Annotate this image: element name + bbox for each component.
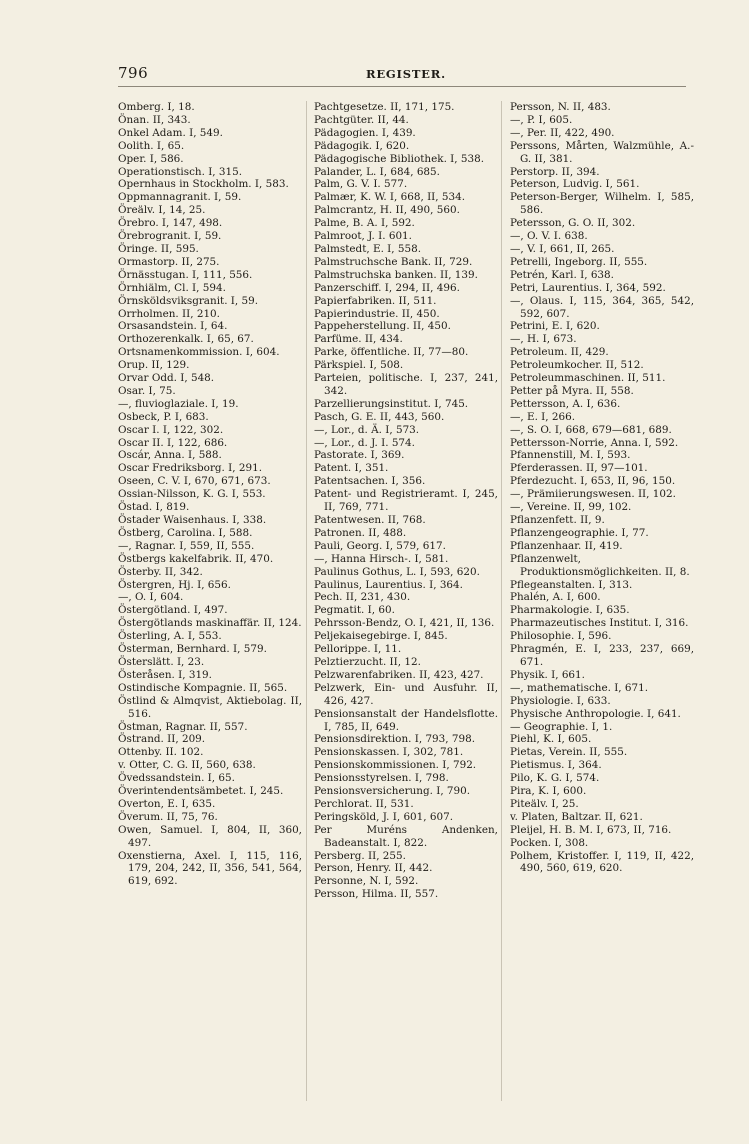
- index-entry: Oper. I, 586.: [118, 152, 184, 165]
- index-entry: Pelztierzucht. II, 12.: [314, 655, 421, 668]
- index-entry: Physische Anthropologie. I, 641.: [510, 707, 681, 720]
- index-entry: Pensionskommissionen. I, 792.: [314, 759, 477, 772]
- index-entry: Phalén, A. I, 600.: [510, 591, 601, 604]
- index-entry: Pettersson, A. I, 636.: [510, 397, 621, 410]
- index-columns: [118, 101, 698, 1111]
- index-entry: Personne, N. I, 592.: [314, 875, 419, 888]
- page-number: 796: [118, 64, 149, 82]
- index-entry: Polhem, Kristoffer. I, 119, II, 422, 490, 560, 619, 620.: [510, 849, 694, 875]
- index-entry: Patentsachen. I, 356.: [314, 475, 426, 488]
- index-entry: Patronen. II, 488.: [314, 526, 407, 539]
- index-entry: Person, Henry. II, 442.: [314, 862, 433, 875]
- index-entry: Opernhaus in Stockholm. I, 583.: [118, 178, 289, 191]
- index-entry: Örebro. I, 147, 498.: [118, 217, 223, 230]
- index-entry: Paulinus, Laurentius. I, 364.: [314, 578, 463, 591]
- index-entry: Öringe. II, 595.: [118, 242, 199, 255]
- index-entry: —, Lor., d. Ä. I, 573.: [314, 423, 420, 436]
- index-entry: Peterson-Berger, Wilhelm. I, 585, 586.: [510, 191, 694, 217]
- index-entry: Pensionsversicherung. I, 790.: [314, 785, 471, 798]
- index-entry: Onkel Adam. I, 549.: [118, 126, 223, 139]
- index-entry: Petrini, E. I, 620.: [510, 320, 600, 333]
- index-entry: Palme, B. A. I, 592.: [314, 217, 415, 230]
- index-entry: Omberg. I, 18.: [118, 101, 195, 113]
- index-entry: Pauli, Georg. I, 579, 617.: [314, 539, 446, 552]
- index-entry: —, Vereine. II, 99, 102.: [510, 501, 632, 514]
- index-entry: Örnässtugan. I, 111, 556.: [118, 268, 253, 281]
- index-entry: Pastorate. I, 369.: [314, 449, 405, 462]
- index-entry: Patent- und Registrieramt. I, 245, II, 769, 771.: [314, 488, 498, 514]
- index-entry: Pachtgesetze. II, 171, 175.: [314, 101, 455, 113]
- index-entry: Östrand. II, 209.: [118, 733, 206, 746]
- index-entry: Öreälv. I, 14, 25.: [118, 204, 206, 217]
- index-entry: Perchlorat. II, 531.: [314, 797, 414, 810]
- index-entry: —, mathematische. I, 671.: [510, 681, 649, 694]
- index-entry: Oscár, Anna. I, 588.: [118, 449, 222, 462]
- index-entry: Oscar II. I, 122, 686.: [118, 436, 228, 449]
- index-entry: Orvar Odd. I, 548.: [118, 372, 215, 385]
- index-entry: Piehl, K. I, 605.: [510, 733, 592, 746]
- index-entry: Petrén, Karl. I, 638.: [510, 268, 614, 281]
- index-entry: —, O. I, 604.: [118, 591, 184, 604]
- index-entry: Östbergs kakelfabrik. II, 470.: [118, 552, 274, 565]
- index-entry: Persberg. II, 255.: [314, 849, 406, 862]
- index-entry: Petroleummaschinen. II, 511.: [510, 372, 666, 385]
- index-entry: Patentwesen. II, 768.: [314, 514, 426, 526]
- index-entry: —, Hanna Hirsch-. I, 581.: [314, 552, 449, 565]
- index-entry: —, Olaus. I, 115, 364, 365, 542, 592, 607.: [510, 294, 694, 320]
- index-entry: Österslätt. I, 23.: [118, 655, 205, 668]
- index-entry: Ottenby. II. 102.: [118, 746, 204, 759]
- index-entry: v. Otter, C. G. II, 560, 638.: [118, 759, 256, 772]
- index-entry: Östberg, Carolina. I, 588.: [118, 526, 253, 539]
- index-entry: Pappeherstellung. II, 450.: [314, 320, 451, 333]
- index-entry: Pietas, Verein. II, 555.: [510, 746, 628, 759]
- index-column-1: [118, 101, 302, 888]
- index-entry: Östlind & Almqvist, Aktiebolag. II, 516.: [118, 694, 302, 720]
- index-entry: Physik. I, 661.: [510, 668, 585, 681]
- index-entry: Parteien, politische. I, 237, 241, 342.: [314, 372, 498, 397]
- index-entry: —, Lor., d. J. I. 574.: [314, 436, 415, 449]
- index-entry: Palmcrantz, H. II, 490, 560.: [314, 204, 460, 217]
- index-entry: Petter på Myra. II, 558.: [510, 384, 634, 397]
- index-entry: Pensionsanstalt der Handelsflotte. I, 785, II, 649.: [314, 707, 498, 733]
- index-entry: Övedssandstein. I, 65.: [118, 772, 235, 785]
- index-entry: Physiologie. I, 633.: [510, 694, 611, 707]
- index-entry: Pflanzengeographie. I, 77.: [510, 526, 649, 539]
- index-entry: Peterson, Ludvig. I, 561.: [510, 178, 640, 191]
- index-entry: Pensionsstyrelsen. I, 798.: [314, 772, 449, 785]
- index-entry: Pflanzenhaar. II, 419.: [510, 539, 623, 552]
- index-entry: Pira, K. I, 600.: [510, 785, 587, 798]
- index-entry: —, H. I, 673.: [510, 333, 577, 346]
- index-entry: Overton, E. I, 635.: [118, 797, 216, 810]
- column-divider: [501, 101, 502, 1101]
- index-entry: Österman, Bernhard. I, 579.: [118, 643, 267, 656]
- index-entry: Persson, Hilma. II, 557.: [314, 888, 439, 901]
- index-entry: Oxenstierna, Axel. I, 115, 116, 179, 204, 242, II, 356, 541, 564, 619, 692.: [118, 849, 302, 888]
- index-entry: Peringsköld, J. I, 601, 607.: [314, 810, 454, 823]
- index-entry: Palmstruchsche Bank. II, 729.: [314, 255, 473, 268]
- index-entry: Persson, N. II, 483.: [510, 101, 611, 113]
- index-entry: Orthozerenkalk. I, 65, 67.: [118, 333, 254, 346]
- index-entry: Österby. II, 342.: [118, 565, 203, 578]
- index-entry: Petroleum. II, 429.: [510, 346, 609, 359]
- index-entry: Oscar I. I, 122, 302.: [118, 423, 224, 436]
- index-entry: Pasch, G. E. II, 443, 560.: [314, 410, 445, 423]
- index-entry: Palm, G. V. I. 577.: [314, 178, 408, 191]
- index-entry: Piteälv. I, 25.: [510, 797, 579, 810]
- index-entry: Pflanzenfett. II, 9.: [510, 514, 605, 526]
- index-entry: Pflanzenwelt, Produktionsmöglichkeiten. II, 8.: [510, 552, 690, 578]
- index-entry: Östman, Ragnar. II, 557.: [118, 720, 248, 733]
- index-entry: Petri, Laurentius. I, 364, 592.: [510, 281, 666, 294]
- index-entry: Oolith. I, 65.: [118, 139, 185, 152]
- index-entry: Parzellierungsinstitut. I, 745.: [314, 397, 469, 410]
- index-entry: Pfannenstill, M. I, 593.: [510, 449, 631, 462]
- index-entry: Panzerschiff. I, 294, II, 496.: [314, 281, 460, 294]
- index-entry: Osar. I, 75.: [118, 384, 176, 397]
- index-entry: Pensionskassen. I, 302, 781.: [314, 746, 464, 759]
- index-entry: Operationstisch. I, 315.: [118, 165, 243, 178]
- index-entry: Phragmén, E. I, 233, 237, 669, 671.: [510, 643, 694, 668]
- index-entry: Pharmakologie. I, 635.: [510, 604, 630, 617]
- index-entry: v. Platen, Baltzar. II, 621.: [510, 810, 643, 823]
- index-entry: —, P. I, 605.: [510, 113, 573, 126]
- index-entry: Ossian-Nilsson, K. G. I, 553.: [118, 488, 266, 501]
- index-entry: Palmstedt, E. I, 558.: [314, 242, 422, 255]
- index-entry: Pellorippe. I, 11.: [314, 643, 402, 656]
- index-entry: —, Prämiierungswesen. II, 102.: [510, 488, 676, 501]
- index-entry: Örebrogranit. I, 59.: [118, 230, 222, 243]
- index-entry: Pleijel, H. B. M. I, 673, II, 716.: [510, 823, 672, 836]
- index-entry: Ostindische Kompagnie. II, 565.: [118, 681, 288, 694]
- index-entry: —, V. I, 661, II, 265.: [510, 242, 615, 255]
- index-entry: Parke, öffentliche. II, 77—80.: [314, 346, 469, 359]
- index-entry: Oppmannagranit. I, 59.: [118, 191, 242, 204]
- index-entry: Pärkspiel. I, 508.: [314, 359, 404, 372]
- index-entry: Pettersson-Norrie, Anna. I, 592.: [510, 436, 679, 449]
- index-entry: Orup. II, 129.: [118, 359, 190, 372]
- index-entry: Oscar Fredriksborg. I, 291.: [118, 462, 263, 475]
- index-entry: Perstorp. II, 394.: [510, 165, 600, 178]
- index-entry: Pferderassen. II, 97—101.: [510, 462, 648, 475]
- index-entry: Palmær, K. W. I, 668, II, 534.: [314, 191, 466, 204]
- index-entry: Patent. I, 351.: [314, 462, 389, 475]
- index-entry: —, Ragnar. I, 559, II, 555.: [118, 539, 255, 552]
- index-entry: —, O. V. I. 638.: [510, 230, 588, 243]
- index-entry: Pilo, K. G. I, 574.: [510, 772, 600, 785]
- index-entry: Pegmatit. I, 60.: [314, 604, 395, 617]
- index-entry: Orsasandstein. I, 64.: [118, 320, 228, 333]
- index-entry: Per Muréns Andenken, Badeanstalt. I, 822.: [314, 823, 498, 849]
- index-entry: Perssons, Mårten, Walzmühle, A.-G. II, 381.: [510, 139, 694, 165]
- index-entry: Papierfabriken. II, 511.: [314, 294, 437, 307]
- index-entry: Pädagogien. I, 439.: [314, 126, 416, 139]
- index-column-3: [510, 101, 694, 875]
- index-entry: —, Per. II, 422, 490.: [510, 126, 615, 139]
- index-entry: Pachtgüter. II, 44.: [314, 113, 409, 126]
- index-entry: —, E. I, 266.: [510, 410, 576, 423]
- index-entry: —, fluvioglaziale. I, 19.: [118, 397, 239, 410]
- index-entry: Petroleumkocher. II, 512.: [510, 359, 644, 372]
- index-entry: Önan. II, 343.: [118, 113, 191, 126]
- index-entry: —, S. O. I, 668, 679—681, 689.: [510, 423, 672, 436]
- index-entry: Orrholmen. II, 210.: [118, 307, 220, 320]
- index-entry: Pelzwerk, Ein- und Ausfuhr. II, 426, 427.: [314, 681, 498, 707]
- index-entry: Palander, L. I, 684, 685.: [314, 165, 440, 178]
- index-entry: Petersson, G. O. II, 302.: [510, 217, 636, 230]
- index-entry: Pocken. I, 308.: [510, 836, 589, 849]
- index-entry: Parfüme. II, 434.: [314, 333, 403, 346]
- index-entry: Palmstruchska banken. II, 139.: [314, 268, 478, 281]
- index-entry: Papierindustrie. II, 450.: [314, 307, 440, 320]
- index-entry: Oseen, C. V. I, 670, 671, 673.: [118, 475, 271, 488]
- index-entry: Philosophie. I, 596.: [510, 630, 612, 643]
- index-entry: Östad. I, 819.: [118, 501, 190, 514]
- index-entry: Östergötland. I, 497.: [118, 604, 228, 617]
- index-entry: Osbeck, P. I, 683.: [118, 410, 209, 423]
- index-entry: Pharmazeutisches Institut. I, 316.: [510, 617, 689, 630]
- page-header: [118, 64, 686, 86]
- index-entry: Petrelli, Ingeborg. II, 555.: [510, 255, 648, 268]
- index-entry: Peljekaisegebirge. I, 845.: [314, 630, 448, 643]
- index-entry: Pädagogik. I, 620.: [314, 139, 410, 152]
- index-entry: Palmroot, J. I. 601.: [314, 230, 412, 243]
- index-entry: Pehrsson-Bendz, O. I, 421, II, 136.: [314, 617, 495, 630]
- index-entry: Pädagogische Bibliothek. I, 538.: [314, 152, 485, 165]
- index-column-2: [314, 101, 498, 901]
- column-divider: [306, 101, 307, 1101]
- index-entry: Pensionsdirektion. I, 793, 798.: [314, 733, 476, 746]
- index-entry: Örnhiälm, Cl. I, 594.: [118, 281, 226, 294]
- index-entry: Pflegeanstalten. I, 313.: [510, 578, 633, 591]
- index-entry: Östader Waisenhaus. I, 338.: [118, 514, 267, 526]
- index-entry: Östergren, Hj. I, 656.: [118, 578, 231, 591]
- index-entry: Ormastorp. II, 275.: [118, 255, 220, 268]
- index-entry: Östergötlands maskinaffär. II, 124.: [118, 617, 302, 630]
- index-entry: Owen, Samuel. I, 804, II, 360, 497.: [118, 823, 302, 849]
- index-entry: Pietismus. I, 364.: [510, 759, 602, 772]
- index-entry: Örnsköldsviksgranit. I, 59.: [118, 294, 259, 307]
- index-entry: Överum. II, 75, 76.: [118, 810, 218, 823]
- index-entry: Österåsen. I, 319.: [118, 668, 212, 681]
- index-entry: Paulinus Gothus, L. I, 593, 620.: [314, 565, 480, 578]
- index-entry: — Geographie. I, 1.: [510, 720, 613, 733]
- index-entry: Ortsnamenkommission. I, 604.: [118, 346, 280, 359]
- running-title: REGISTER.: [366, 67, 446, 81]
- index-entry: Pelzwarenfabriken. II, 423, 427.: [314, 668, 484, 681]
- index-entry: Pferdezucht. I, 653, II, 96, 150.: [510, 475, 676, 488]
- index-entry: Pech. II, 231, 430.: [314, 591, 411, 604]
- header-rule: [118, 86, 686, 87]
- index-entry: Överintendentsämbetet. I, 245.: [118, 785, 284, 798]
- index-entry: Österling, A. I, 553.: [118, 630, 222, 643]
